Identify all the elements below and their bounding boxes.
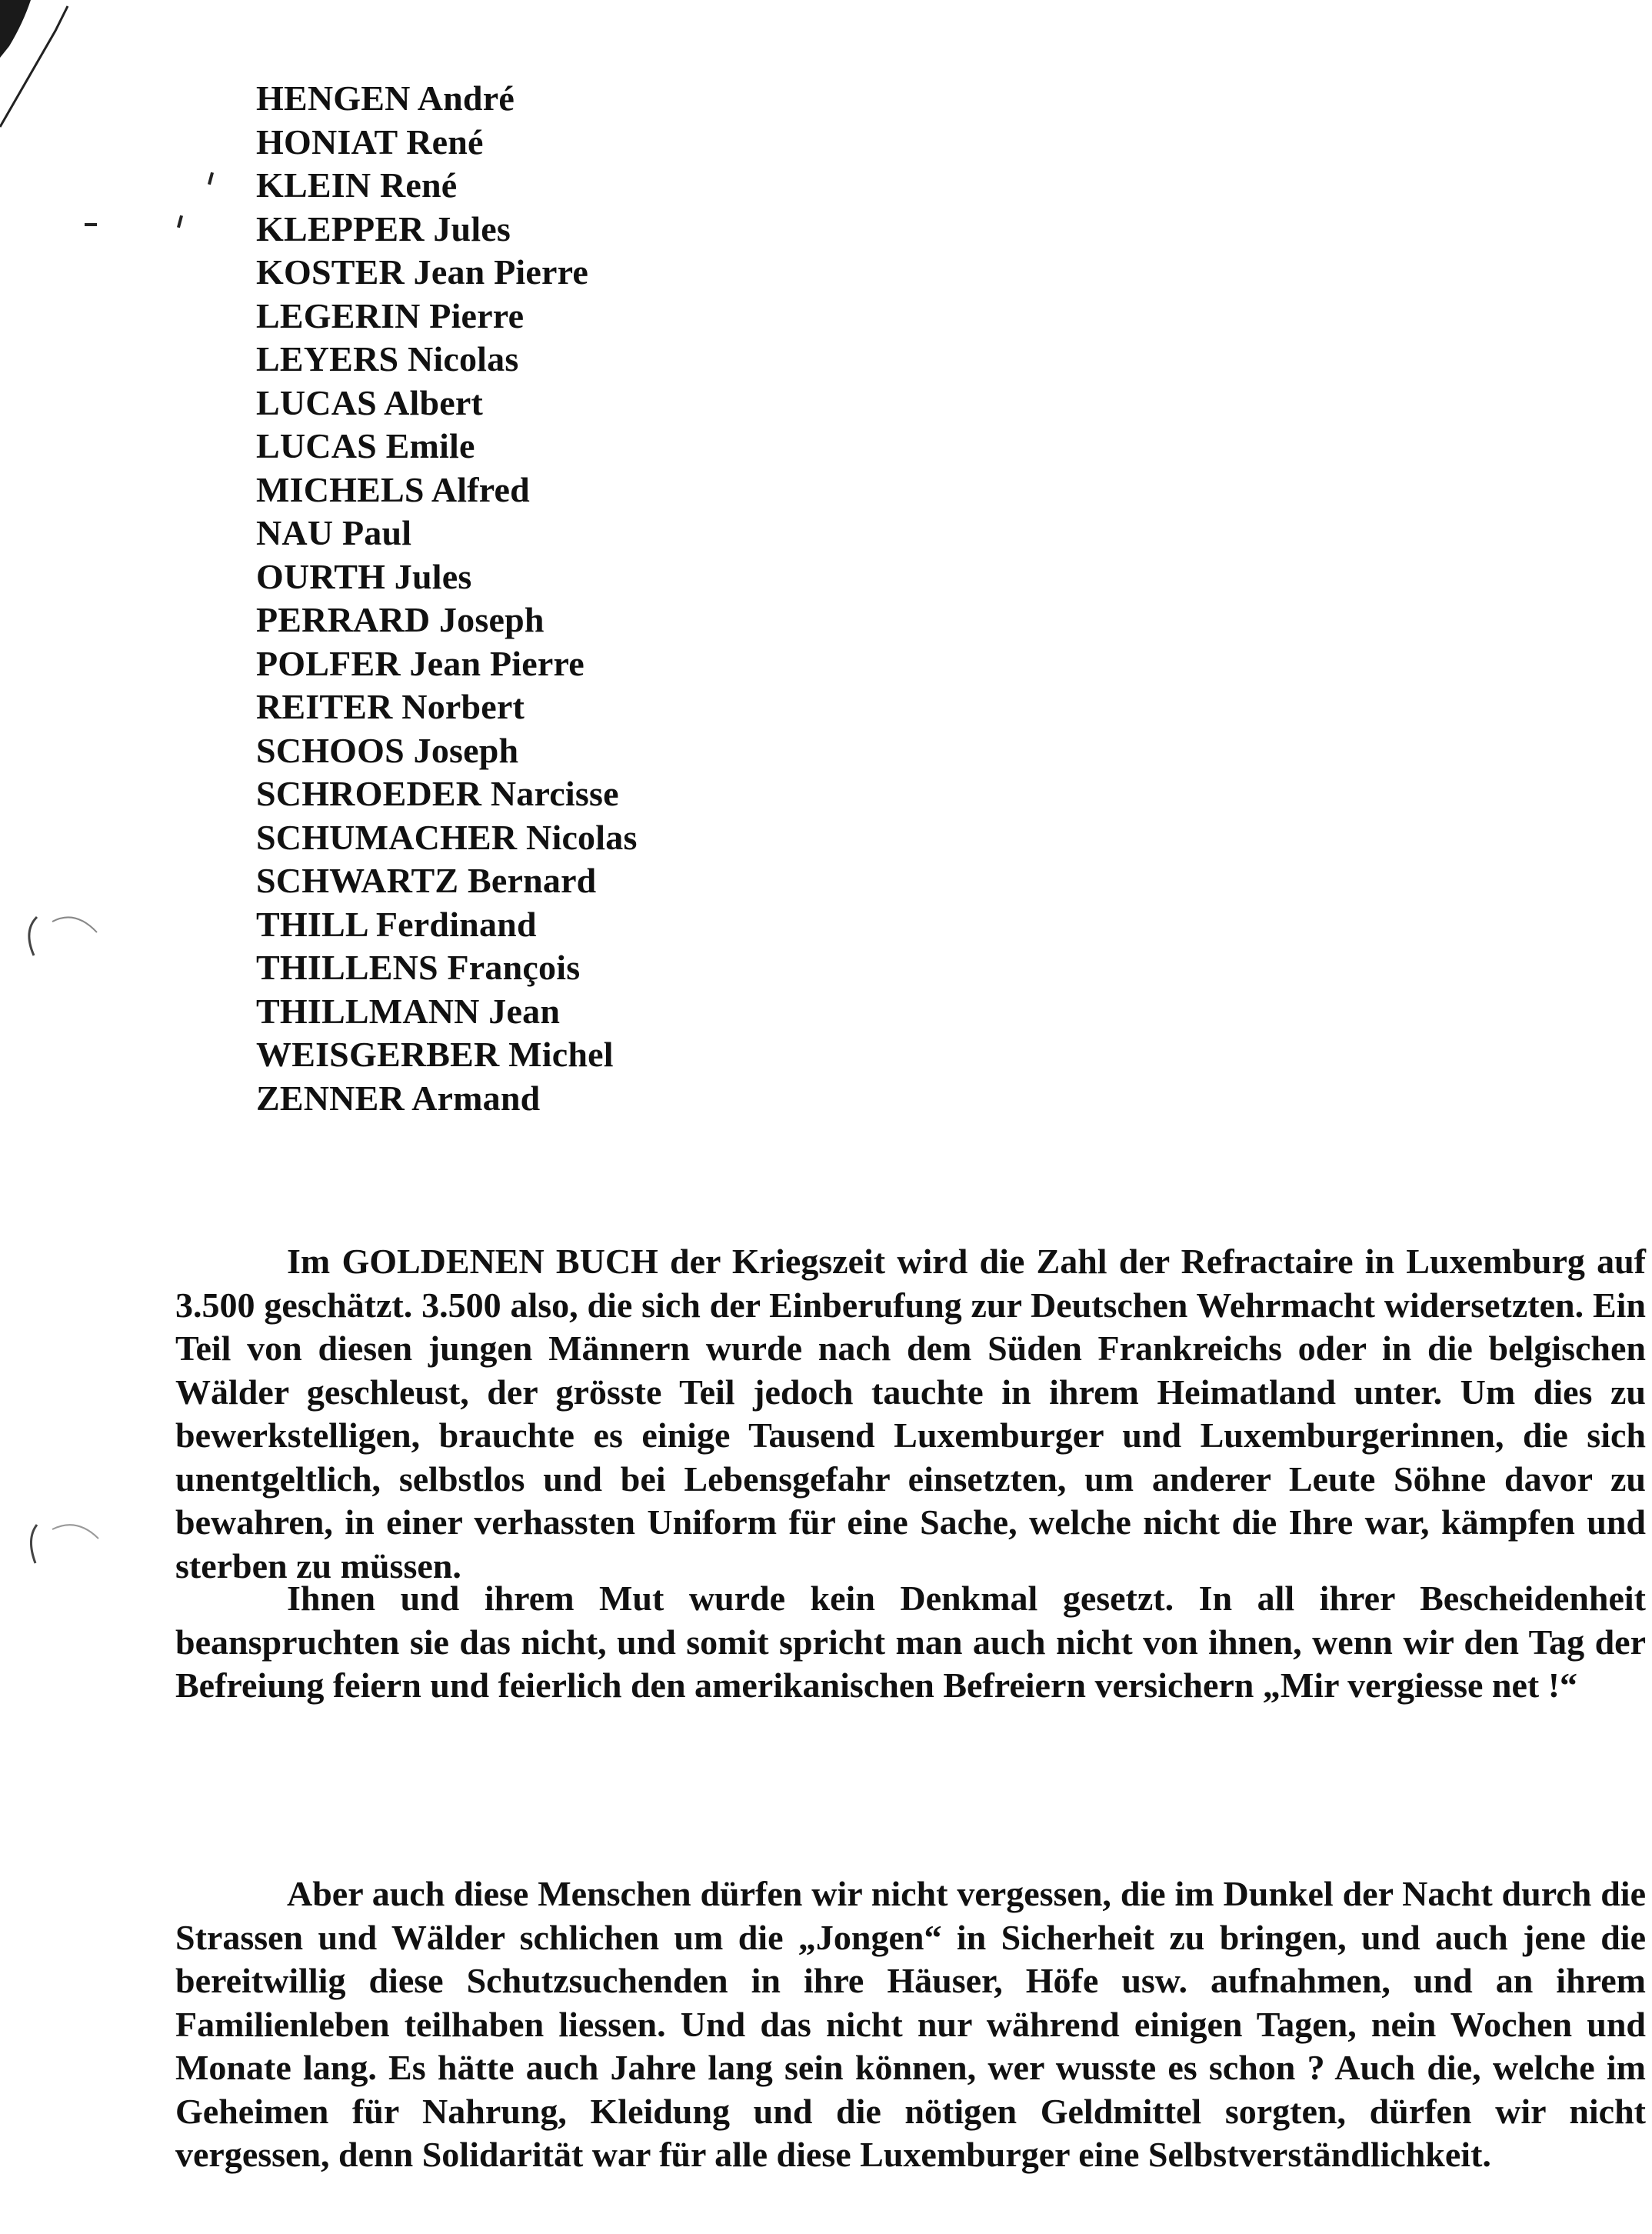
name-entry: KLEPPER Jules [256,208,511,248]
name-entry: OURTH Jules [256,556,472,596]
name-entry: THILLMANN Jean [256,991,561,1031]
name-entry: HENGEN André [256,78,515,118]
name-entry: SCHOOS Joseph [256,730,519,770]
scan-margin-mark [15,1515,100,1569]
name-entry: POLFER Jean Pierre [256,643,585,683]
name-entry: HONIAT René [256,122,484,162]
name-entry: LEGERIN Pierre [256,295,525,335]
name-entry: SCHWARTZ Bernard [256,861,597,900]
scan-tick-mark [208,172,214,185]
name-entry: KLEIN René [256,165,458,205]
name-entry: ZENNER Armand [256,1078,541,1118]
scan-dash-mark [85,223,97,226]
name-list [256,77,948,1120]
paragraph-golden-book [175,1240,1646,1588]
scan-corner-mark [0,0,108,131]
name-entry: PERRARD Joseph [256,600,545,639]
paragraph-text: Im GOLDENEN BUCH der Kriegszeit wird die Zahl der Refractaire in Luxemburg auf 3.500 geschätzt. 3.500 also, die sich der Einberufung zur Deutschen Wehrmacht widersetzten. Ein Teil von diesen jungen Männern wurde nach dem Süden Frankreichs oder in die belgischen Wälder geschleust, der grösste Teil jedoch tauchte in ihrem Heimatland unter. Um dies zu bewerkstelligen, brauchte es einige Tausend Luxemburger und Luxemburgerinnen, die sich unentgeltlich, selbstlos und bei Lebensgefahr einsetzten, um anderer Leute Söhne davor zu bewahren, in einer verhassten Uniform für eine Sache, welche nicht die Ihre war, kämpfen und sterben zu müssen. [175,1242,1646,1585]
paragraph-text: Aber auch diese Menschen dürfen wir nicht vergessen, die im Dunkel der Nacht durch die Strassen und Wälder schlichen um die „Jongen“ in Sicherheit zu bringen, und auch jene die bereitwillig diese Schutzsuchenden in ihre Häuser, Höfe usw. aufnahmen, und an ihrem Familienleben teilhaben liessen. Und das nicht nur während einigen Tagen, nein Wochen und Monate lang. Es hätte auch Jahre lang sein können, wer wusste es schon ? Auch die, welche im Geheimen für Nahrung, Kleidung und die nötigen Geldmittel sorgten, dürfen wir nicht vergessen, denn Solidarität war für alle diese Luxemburger eine Selbstverständlichkeit. [175,1874,1646,2174]
scan-tick-mark [177,215,183,228]
paragraph-no-monument [175,1577,1646,1708]
name-entry: LEYERS Nicolas [256,339,519,378]
name-entry: WEISGERBER Michel [256,1035,614,1074]
name-entry: KOSTER Jean Pierre [256,252,589,292]
paragraph-text: Ihnen und ihrem Mut wurde kein Denkmal gesetzt. In all ihrer Bescheidenheit beanspruchten sie das nicht, und somit spricht man auch nicht von ihnen, wenn wir den Tag der Befreiung feiern und feierlich den amerikanischen Befreiern versichern „Mir vergiesse net !“ [175,1579,1646,1705]
scan-margin-mark [14,908,98,962]
name-entry: REITER Norbert [256,687,525,726]
name-entry: LUCAS Emile [256,426,475,465]
name-entry: NAU Paul [256,513,412,552]
name-entry: THILLENS François [256,948,581,987]
paragraph-do-not-forget [175,1872,1646,2177]
name-entry: MICHELS Alfred [256,469,530,509]
name-entry: THILL Ferdinand [256,904,537,944]
name-entry: SCHUMACHER Nicolas [256,817,638,857]
name-entry: LUCAS Albert [256,382,484,422]
name-entry: SCHROEDER Narcisse [256,774,619,813]
